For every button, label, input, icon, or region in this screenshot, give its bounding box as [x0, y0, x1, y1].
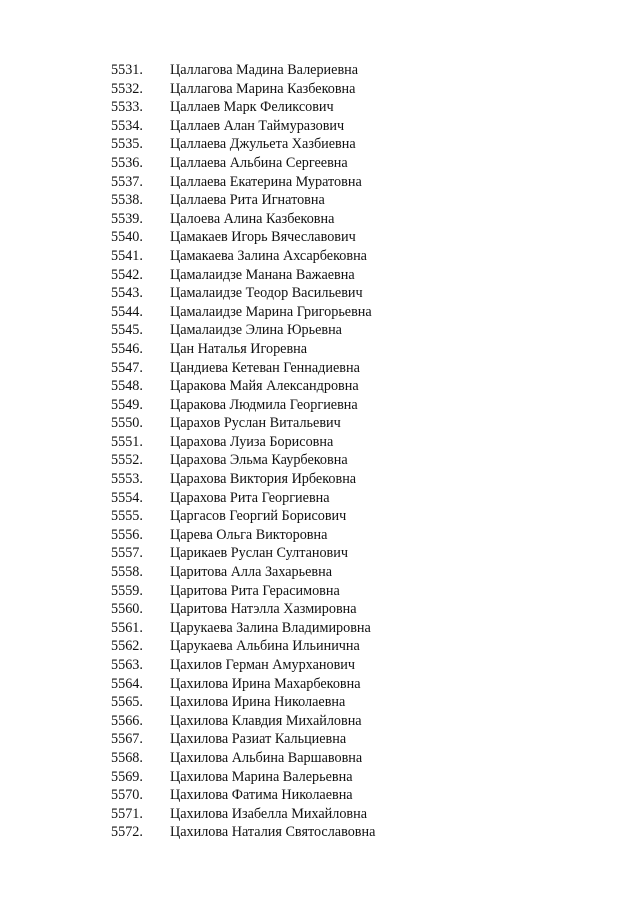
entry-number: 5557. — [111, 545, 143, 562]
list-item — [0, 507, 640, 526]
entry-number: 5553. — [111, 471, 143, 488]
list-item — [0, 359, 640, 378]
entry-full-name: Царитова Алла Захарьевна — [170, 564, 332, 581]
list-item — [0, 637, 640, 656]
list-item — [0, 619, 640, 638]
entry-number: 5563. — [111, 657, 143, 673]
name-list — [0, 61, 640, 842]
entry-full-name: Цахилова Изабелла Михайловна — [170, 805, 368, 822]
entry-full-name: Цахилова Клавдия Михайловна — [170, 712, 362, 729]
list-item — [0, 154, 640, 173]
entry-full-name: Царева Ольга Викторовна — [170, 526, 328, 543]
list-item — [0, 266, 640, 285]
entry-number: 5552. — [111, 452, 143, 469]
list-item — [0, 805, 640, 824]
list-item — [0, 582, 640, 601]
entry-full-name: Цаллаева Альбина Сергеевна — [170, 154, 348, 171]
entry-number: 5569. — [111, 768, 143, 785]
list-item — [0, 656, 640, 675]
entry-full-name: Царахов Руслан Витальевич — [170, 415, 341, 432]
entry-full-name: Цахилова Ирина Николаевна — [170, 694, 346, 711]
list-item — [0, 303, 640, 322]
entry-number: 5571. — [111, 805, 143, 822]
entry-number: 5562. — [111, 638, 143, 655]
list-item — [0, 712, 640, 731]
entry-full-name: Цамакаев Игорь Вячеславович — [170, 229, 356, 246]
entry-number: 5559. — [111, 582, 143, 599]
list-item — [0, 563, 640, 582]
entry-number: 5567. — [111, 731, 143, 748]
entry-number: 5560. — [111, 601, 143, 618]
list-item — [0, 98, 640, 117]
entry-full-name: Цаллагова Марина Казбековна — [170, 80, 356, 97]
list-item — [0, 377, 640, 396]
entry-full-name: Цахилов Герман Амурханович — [170, 657, 355, 673]
entry-number: 5570. — [111, 787, 143, 804]
entry-number: 5554. — [111, 489, 143, 506]
entry-full-name: Цан Наталья Игоревна — [170, 340, 308, 357]
entry-number: 5542. — [111, 266, 143, 283]
list-item — [0, 61, 640, 80]
list-item — [0, 544, 640, 563]
entry-number: 5572. — [111, 824, 143, 841]
entry-number: 5536. — [111, 154, 143, 171]
entry-number: 5535. — [111, 136, 143, 153]
entry-number: 5534. — [111, 117, 143, 134]
entry-number: 5541. — [111, 247, 143, 264]
entry-number: 5550. — [111, 415, 143, 432]
list-item — [0, 247, 640, 266]
entry-full-name: Царахова Виктория Ирбековна — [170, 471, 357, 488]
entry-full-name: Цахилова Наталия Святославовна — [170, 824, 376, 841]
list-item — [0, 80, 640, 99]
entry-full-name: Царахова Рита Георгиевна — [170, 489, 330, 506]
list-item — [0, 526, 640, 545]
entry-full-name: Цаллаева Джульета Хазбиевна — [170, 136, 356, 153]
entry-number: 5544. — [111, 303, 143, 320]
list-item — [0, 768, 640, 787]
list-item — [0, 749, 640, 768]
entry-number: 5556. — [111, 526, 143, 543]
entry-full-name: Царахова Эльма Каурбековна — [170, 452, 348, 469]
entry-full-name: Цандиева Кетеван Геннадиевна — [170, 359, 360, 376]
entry-full-name: Царакова Людмила Георгиевна — [170, 396, 358, 413]
entry-full-name: Цамалаидзе Элина Юрьевна — [170, 322, 342, 339]
entry-full-name: Цахилова Разиат Кальциевна — [170, 731, 347, 748]
list-item — [0, 321, 640, 340]
list-item — [0, 284, 640, 303]
entry-number: 5561. — [111, 619, 143, 636]
list-item — [0, 823, 640, 842]
entry-number: 5547. — [111, 359, 143, 376]
entry-full-name: Цаллаева Екатерина Муратовна — [170, 173, 362, 190]
list-item — [0, 340, 640, 359]
entry-full-name: Царитова Натэлла Хазмировна — [170, 601, 357, 618]
entry-full-name: Царахова Луиза Борисовна — [170, 433, 334, 450]
entry-number: 5543. — [111, 285, 143, 302]
entry-full-name: Цаллаев Марк Феликсович — [170, 99, 334, 116]
list-item — [0, 173, 640, 192]
entry-number: 5546. — [111, 340, 143, 357]
entry-full-name: Цахилова Ирина Махарбековна — [170, 675, 361, 692]
list-item — [0, 470, 640, 489]
entry-full-name: Царукаева Альбина Ильинична — [170, 638, 360, 655]
entry-full-name: Цахилова Альбина Варшавовна — [170, 749, 363, 766]
entry-number: 5545. — [111, 322, 143, 339]
entry-full-name: Царитова Рита Герасимовна — [170, 582, 340, 599]
list-item — [0, 191, 640, 210]
entry-full-name: Цамалаидзе Манана Важаевна — [170, 266, 355, 283]
list-item — [0, 135, 640, 154]
entry-full-name: Цаллаев Алан Таймуразович — [170, 117, 345, 134]
entry-full-name: Цаллаева Рита Игнатовна — [170, 192, 325, 209]
list-item — [0, 451, 640, 470]
entry-number: 5548. — [111, 378, 143, 395]
list-item — [0, 414, 640, 433]
entry-number: 5538. — [111, 192, 143, 209]
entry-number: 5566. — [111, 712, 143, 729]
entry-full-name: Цахилова Марина Валерьевна — [170, 768, 353, 785]
entry-number: 5537. — [111, 173, 143, 190]
entry-full-name: Цамалаидзе Теодор Васильевич — [170, 285, 363, 302]
entry-full-name: Цаллагова Мадина Валериевна — [170, 62, 359, 78]
entry-number: 5568. — [111, 749, 143, 766]
entry-number: 5540. — [111, 229, 143, 246]
entry-number: 5558. — [111, 564, 143, 581]
list-item — [0, 396, 640, 415]
entry-number: 5549. — [111, 396, 143, 413]
entry-full-name: Царикаев Руслан Султанович — [170, 545, 348, 562]
list-item — [0, 489, 640, 508]
entry-full-name: Царгасов Георгий Борисович — [170, 508, 347, 525]
list-item — [0, 210, 640, 229]
list-item — [0, 433, 640, 452]
entry-number: 5551. — [111, 433, 143, 450]
list-item — [0, 228, 640, 247]
list-item — [0, 786, 640, 805]
entry-number: 5555. — [111, 508, 143, 525]
entry-full-name: Цахилова Фатима Николаевна — [170, 787, 353, 804]
entry-full-name: Цамакаева Залина Ахсарбековна — [170, 247, 367, 264]
list-item — [0, 730, 640, 749]
entry-number: 5564. — [111, 675, 143, 692]
entry-number: 5565. — [111, 694, 143, 711]
entry-full-name: Цамалаидзе Марина Григорьевна — [170, 303, 372, 320]
entry-number: 5539. — [111, 210, 143, 227]
entry-number: 5533. — [111, 99, 143, 116]
entry-number: 5532. — [111, 80, 143, 97]
entry-full-name: Царукаева Залина Владимировна — [170, 619, 371, 636]
entry-full-name: Цалоева Алина Казбековна — [170, 210, 335, 227]
list-item — [0, 693, 640, 712]
list-item — [0, 675, 640, 694]
list-item — [0, 117, 640, 136]
entry-full-name: Царакова Майя Александровна — [170, 378, 359, 395]
entry-number: 5531. — [111, 62, 143, 78]
list-item — [0, 600, 640, 619]
